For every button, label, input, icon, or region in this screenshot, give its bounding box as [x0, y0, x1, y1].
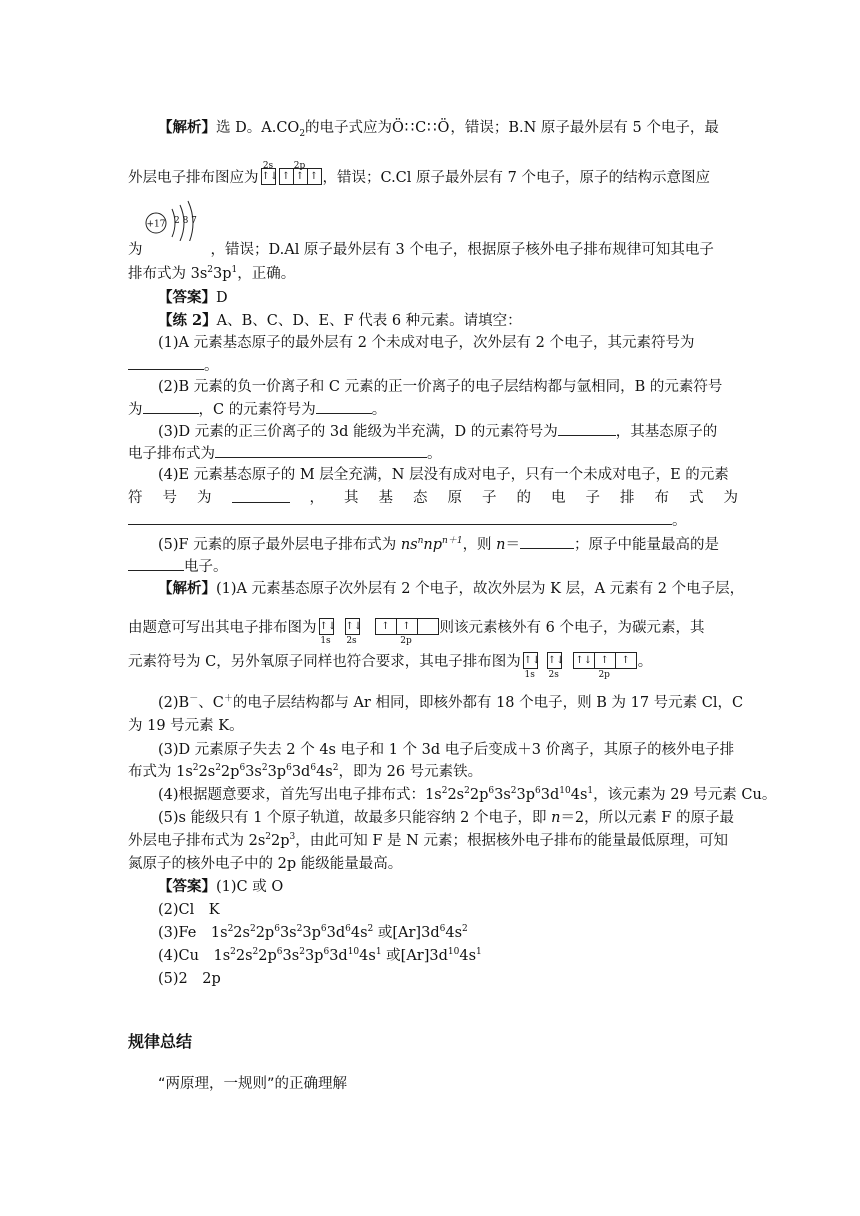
answer-blank-2a[interactable] — [143, 399, 199, 414]
analysis-2-line-8: (4)根据题意要求，首先写出电子排布式：$1s^22s^22p^63s^23p^63d^{10}4s^1$，该元素为 29 号元素 Cu。 — [158, 786, 777, 803]
answer-2-line-4: (4)Cu $1s^22s^22p^63s^23p^63d^{10}4s^1$ 或$[Ar]3d^{10}4s^1$ — [158, 947, 482, 964]
answer-blank-4b[interactable] — [128, 510, 672, 525]
analysis-1-line-4: 排布式为 $3s^23p^1$，正确。 — [128, 265, 296, 282]
exercise-2-q3: (3)D 元素的正三价离子的 3d 能级为半充满，D 的元素符号为 ，其基态原子的 — [158, 421, 738, 442]
orbital-diagram-n-2p: 2p ↑ ↑ ↑ — [279, 168, 321, 188]
answer-blank-5b[interactable] — [128, 556, 184, 571]
answer-blank-4a[interactable] — [232, 488, 290, 503]
answer-blank-3a[interactable] — [558, 421, 616, 436]
carbon-orbital-2s: ↑↓ 2s — [345, 618, 359, 638]
analysis-2-line-11: 氮原子的核外电子中的 2p 能级能量最高。 — [128, 856, 403, 872]
analysis-2-line-1: 【解析】(1)A 元素基态原子次外层有 2 个电子，故次外层为 K 层，A 元素有 2 个电子层， — [158, 580, 745, 597]
analysis-1-line-1: 【解析】选 D。$A.CO_2$的电子式应为Ö∷C∷Ö，错误；B.N 原子最外层有 5 个电子，最 — [158, 119, 719, 139]
analysis-1-line-3: 为 ，错误；D.Al 原子最外层有 3 个电子，根据原子核外电子排布规律可知其电子 — [128, 242, 714, 258]
answer-blank-3b[interactable] — [215, 443, 427, 458]
oxygen-orbital-1s: ↑↓ 1s — [523, 652, 537, 672]
analysis-2-line-6: (3)D 元素原子失去 2 个 4s 电子和 1 个 3d 电子后变成＋3 价离子，其原子的核外电子排 — [158, 742, 735, 758]
answer-2-line-5: (5)2 2p — [158, 971, 221, 987]
exercise-2-q4-line-3: 。 — [128, 510, 738, 531]
analysis-2-line-10: 外层电子排布式为 $2s^22p^3$，由此可知 F 是 N 元素；根据核外电子排布的能量最低原理，可知 — [128, 832, 728, 849]
answer-1: 【答案】D — [158, 289, 228, 306]
section-title: 规律总结 — [128, 1032, 193, 1051]
exercise-2-q1-blank-line: 。 — [128, 355, 738, 376]
analysis-2-line-3: 元素符号为 C，另外氧原子同样也符合要求，其电子排布图为 ↑↓ 1s ↑↓ 2s ↑↓ ↑ ↑ 2p 。 — [128, 654, 653, 680]
oxygen-orbital-2s: ↑↓ 2s — [547, 652, 561, 672]
exercise-2-q1: (1)A 元素基态原子的最外层有 2 个未成对电子，次外层有 2 个电子，其元素符号为 — [158, 335, 695, 351]
exercise-2-q2-line-2: 为 ，C 的元素符号为 。 — [128, 399, 738, 420]
answer-blank-5a[interactable] — [520, 534, 574, 549]
analysis-2-line-7: 布式为 $1s^22s^22p^63s^23p^63d^64s^2$，即为 26 号元素铁。 — [128, 763, 483, 780]
section-subtitle: “两原理，一规则”的正确理解 — [158, 1076, 348, 1092]
answer-2-line-1: 【答案】(1)C 或 O — [158, 878, 284, 895]
answer-blank-1[interactable] — [128, 355, 204, 370]
carbon-orbital-1s: ↑↓ 1s — [319, 618, 333, 638]
answer-blank-2b[interactable] — [316, 399, 372, 414]
exercise-2-q5: (5)F 元素的原子最外层电子排布式为 $ns^nnp^{n+1}$，则 n＝ ；原子中能量最高的是 — [158, 534, 738, 555]
analysis-2-line-9: (5)s 能级只有 1 个原子轨道，故最多只能容纳 2 个电子，即 n＝2，所以元素 F 的原子最 — [158, 810, 734, 826]
answer-2-line-3: (3)Fe $1s^22s^22p^63s^23p^63d^64s^2$ 或$[Ar]3d^64s^2$ — [158, 924, 468, 941]
oxygen-orbital-2p: ↑↓ ↑ ↑ 2p — [573, 652, 636, 672]
carbon-orbital-2p: ↑ ↑ 2p — [375, 618, 438, 638]
orbital-diagram-n: 2s ↑↓ — [261, 168, 275, 188]
co2-electron-formula: Ö∷C∷Ö — [392, 120, 451, 136]
exercise-2-q2: (2)B 元素的负一价离子和 C 元素的正一价离子的电子层结构都与氩相同，B 的元素符号 — [158, 379, 723, 395]
analysis-1-line-2: 外层电子排布图应为 2s ↑↓ 2p ↑ ↑ ↑ ，错误；C.Cl 原子最外层有 7 个电子，原子的结构示意图应 — [128, 161, 710, 186]
analysis-2-line-2: 由题意可写出其电子排布图为 ↑↓ 1s ↑↓ 2s ↑ ↑ 2p 则该元素核外有 6 个电子，为碳元素，其 — [128, 620, 705, 646]
exercise-2-q5-line-2: 电子。 — [128, 556, 738, 577]
exercise-2-title: 【练 2】A、B、C、D、E、F 代表 6 种元素。请填空： — [158, 312, 522, 329]
analysis-2-line-5: 为 19 号元素 K。 — [128, 718, 244, 734]
atom-shell-label: 2 8 7 — [174, 216, 197, 226]
exercise-2-q3-line-2: 电子排布式为 。 — [128, 443, 738, 464]
atom-core-label: +17 — [146, 219, 166, 230]
answer-2-line-2: (2)Cl K — [158, 902, 220, 918]
exercise-2-q4-line-2: 符 号 为 ， 其 基 态 原 子 的 电 子 排 布 式 为 — [128, 490, 738, 506]
exercise-2-q4: (4)E 元素基态原子的 M 层全充满，N 层没有成对电子，只有一个未成对电子，E 的元素 — [158, 467, 729, 483]
cl-atom-structure-diagram — [144, 197, 204, 241]
analysis-2-line-4: (2)B－、C＋的电子层结构都与 Ar 相同，即核外都有 18 个电子，则 B 为 17 号元素 Cl，C — [158, 694, 744, 711]
